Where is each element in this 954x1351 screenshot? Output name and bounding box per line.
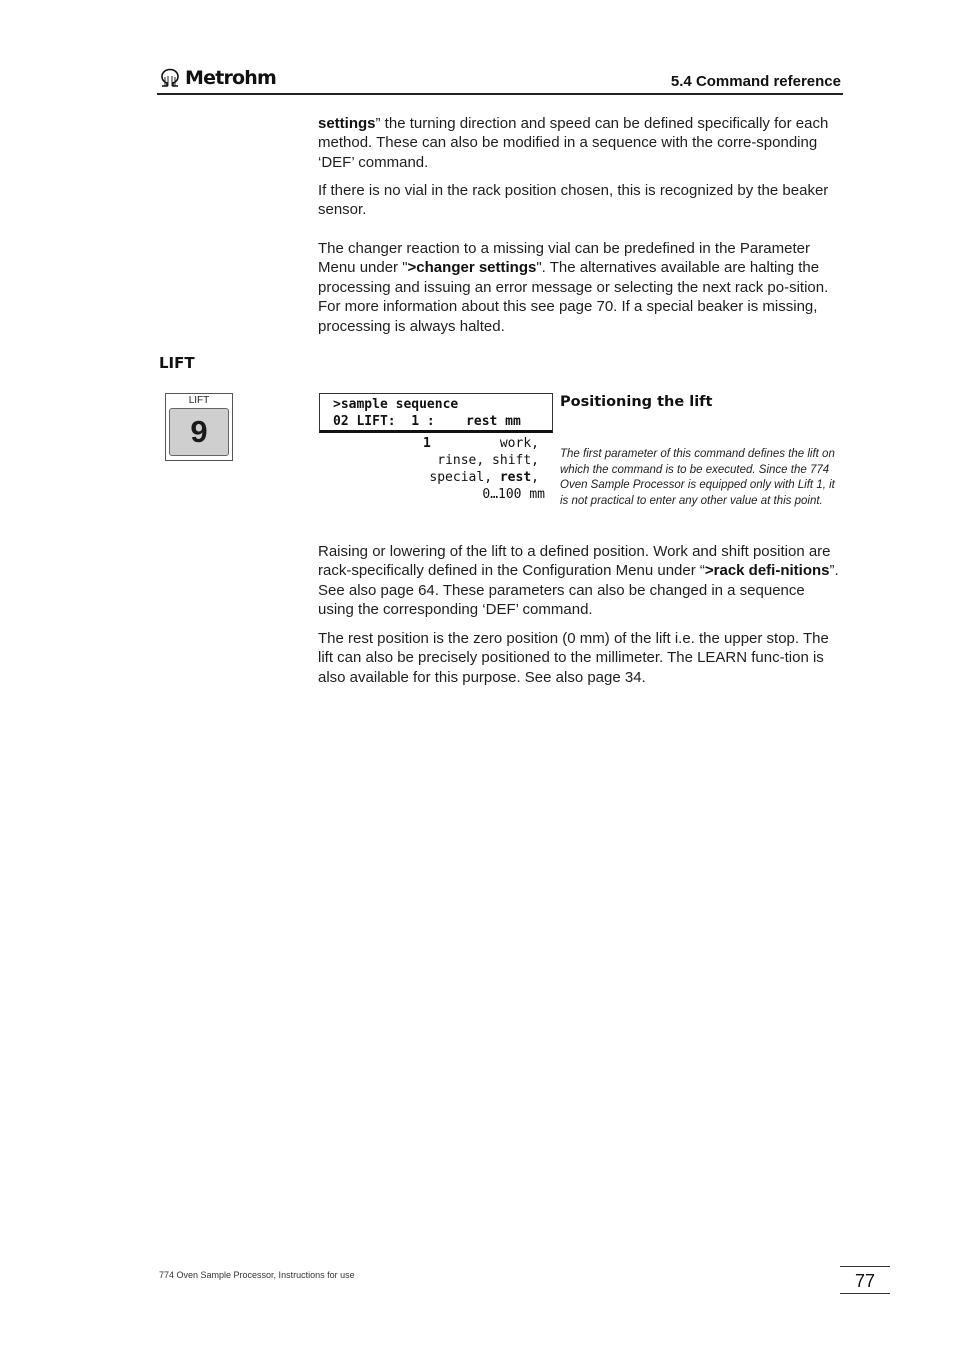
lift-p1-text-a: Raising or lowering of the lift to a defined position. Work and shift position are rack-specifically defined in the Configuration Menu under “ <box>318 543 831 580</box>
display-line-1: >sample sequence <box>333 397 459 412</box>
logo-wordmark: Metrohm <box>185 67 277 89</box>
lift-key-icon <box>165 393 233 461</box>
intro-paragraph-2: If there is no vial in the rack position chosen, this is recognized by the beaker sensor. <box>318 182 829 219</box>
key-digit: 9 <box>190 414 208 449</box>
omega-logo-icon <box>159 68 181 88</box>
display-line-2: 02 LIFT: 1 : rest mm <box>333 414 521 429</box>
lift-bold-rack-definitions: >rack defi-nitions <box>704 562 830 580</box>
intro-bold-changer-settings: >changer settings <box>407 259 537 277</box>
option-rest: rest <box>499 470 532 485</box>
page-number: 77 <box>840 1266 890 1294</box>
option-lift-number <box>423 436 431 451</box>
side-note: The first parameter of this command defines the lift on which the command is to be executed. Since the 774 Oven Sample Processor is equipped only with Lift 1, it is not practical to enter any other value at this point. <box>560 448 835 507</box>
header-rule <box>157 93 843 95</box>
intro-p1-text: ” the turning direction and speed can be defined specifically for each method. These can also be modified in a sequence with the corre-sponding ‘DEF’ command. <box>318 115 829 171</box>
lift-paragraph-2: The rest position is the zero position (0 mm) of the lift i.e. the upper stop. The lift can also be precisely positioned to the millimeter. The LEARN func-tion is also available for this purpose. See also page 34. <box>318 630 829 686</box>
intro-paragraph-3 <box>318 239 840 336</box>
side-heading: Positioning the lift <box>560 394 713 410</box>
footer-doc-title: 774 Oven Sample Processor, Instructions for use <box>159 1270 355 1280</box>
option-special-rest <box>429 470 539 485</box>
option-range: 0…100 mm <box>482 487 545 502</box>
option-rinse-shift: rinse, shift, <box>437 453 539 468</box>
intro-p3-text-b: ". The alternatives available are halting the processing and issuing an error message or selecting the next rack po-sition. For more information about this see page 70. If a special beaker is missing, processing is always halted. <box>318 259 829 335</box>
option-special: special, <box>429 470 500 485</box>
option-rest-comma: , <box>531 470 539 485</box>
display-screen <box>319 393 553 433</box>
intro-paragraph-1 <box>318 114 840 172</box>
option-work: work, <box>499 436 539 451</box>
section-title: 5.4 Command reference <box>670 73 841 90</box>
lift-paragraph-1 <box>318 542 840 620</box>
metrohm-logo <box>159 66 276 90</box>
lift-section-heading: LIFT <box>159 354 195 372</box>
option-lift-number-value: 1 <box>423 436 431 451</box>
key-label: LIFT <box>188 395 210 406</box>
key-face <box>169 408 229 456</box>
intro-bold-settings: settings <box>318 115 376 132</box>
lift-p1-text-b: ”. See also page 64. These parameters can also be changed in a sequence using the corresponding ‘DEF’ command. <box>318 562 839 619</box>
intro-p3-text-a: The changer reaction to a missing vial can be predefined in the Parameter Menu under " <box>318 240 810 277</box>
